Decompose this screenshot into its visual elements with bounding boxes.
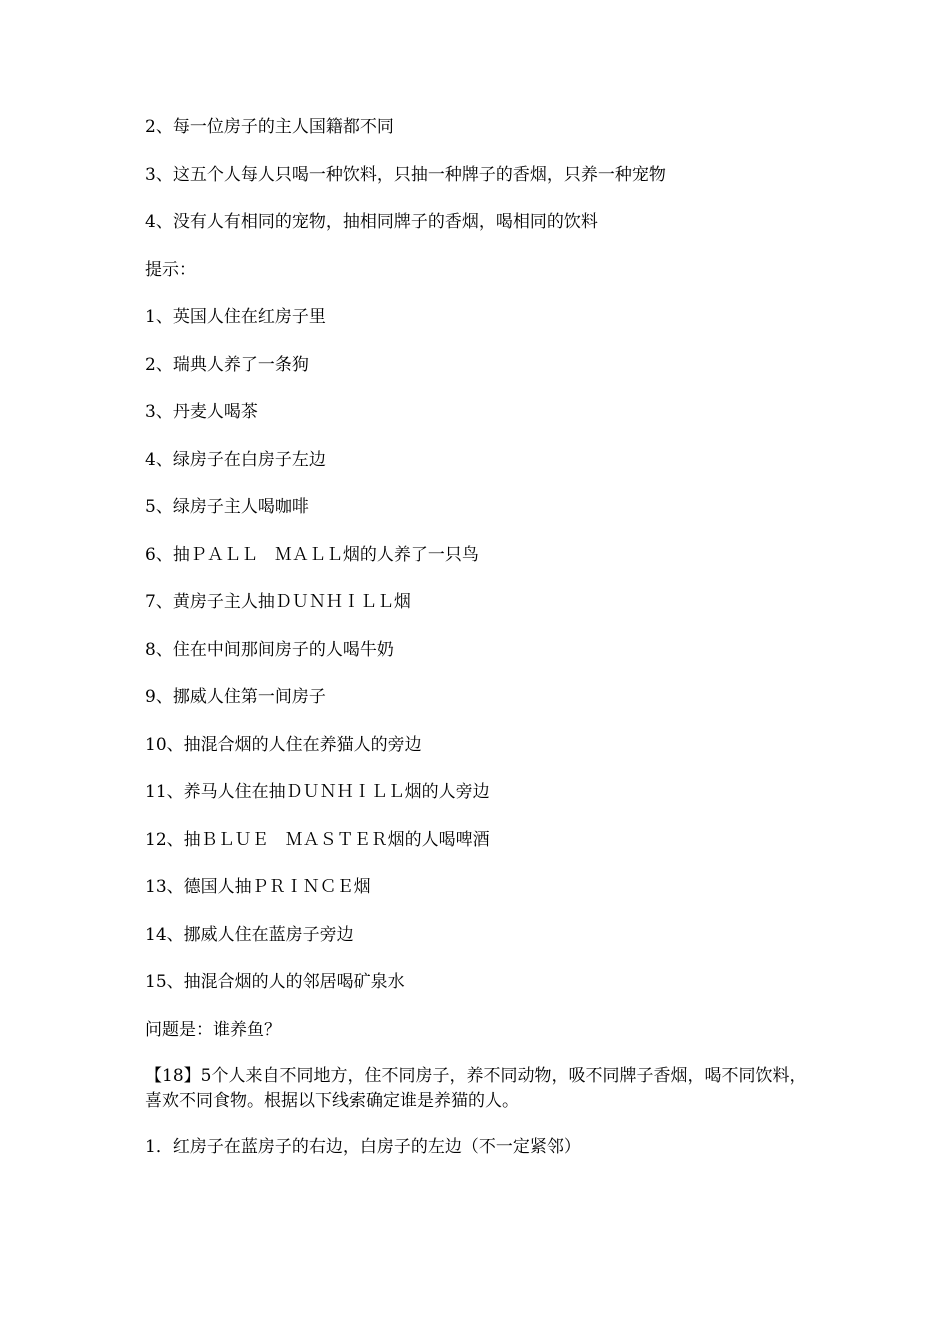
hint-15: 15、抽混合烟的人的邻居喝矿泉水 bbox=[145, 972, 405, 992]
problem-18-intro: 【18】5个人来自不同地方，住不同房子，养不同动物，吸不同牌子香烟，喝不同饮料，喜欢不同食物。根据以下线索确定谁是养猫的人。 bbox=[145, 1066, 807, 1111]
hint-10: 10、抽混合烟的人住在养猫人的旁边 bbox=[145, 734, 422, 755]
hint-1: 1、英国人住在红房子里 bbox=[145, 307, 326, 327]
hint-4: 4、绿房子在白房子左边 bbox=[145, 449, 326, 470]
problem-18-clue-1: 1．红房子在蓝房子的右边，白房子的左边（不一定紧邻） bbox=[145, 1137, 581, 1157]
hint-9: 9、挪威人住第一间房子 bbox=[145, 687, 326, 707]
rule-2: 2、每一位房子的主人国籍都不同 bbox=[145, 117, 394, 137]
rule-3: 3、这五个人每人只喝一种饮料，只抽一种牌子的香烟，只养一种宠物 bbox=[145, 164, 666, 185]
hint-5: 5、绿房子主人喝咖啡 bbox=[145, 497, 309, 517]
hint-8: 8、住在中间那间房子的人喝牛奶 bbox=[145, 639, 394, 660]
hint-2: 2、瑞典人养了一条狗 bbox=[145, 354, 309, 375]
hint-7: 7、黄房子主人抽ＤＵＮＨＩＬＬ烟 bbox=[145, 592, 411, 612]
hint-6: 6、抽ＰＡＬＬ ＭＡＬＬ烟的人养了一只鸟 bbox=[145, 544, 479, 565]
question: 问题是：谁养鱼？ bbox=[145, 1019, 281, 1040]
hint-3: 3、丹麦人喝茶 bbox=[145, 402, 258, 422]
hints-heading: 提示： bbox=[145, 259, 196, 280]
rule-4: 4、没有人有相同的宠物，抽相同牌子的香烟，喝相同的饮料 bbox=[145, 212, 598, 232]
hint-12: 12、抽ＢＬＵＥ ＭＡＳＴＥＲ烟的人喝啤酒 bbox=[145, 829, 490, 850]
hint-13: 13、德国人抽ＰＲＩＮＣＥ烟 bbox=[145, 877, 371, 897]
hint-11: 11、养马人住在抽ＤＵＮＨＩＬＬ烟的人旁边 bbox=[145, 782, 490, 802]
hint-14: 14、挪威人住在蓝房子旁边 bbox=[145, 924, 354, 945]
document-body bbox=[145, 114, 815, 1182]
